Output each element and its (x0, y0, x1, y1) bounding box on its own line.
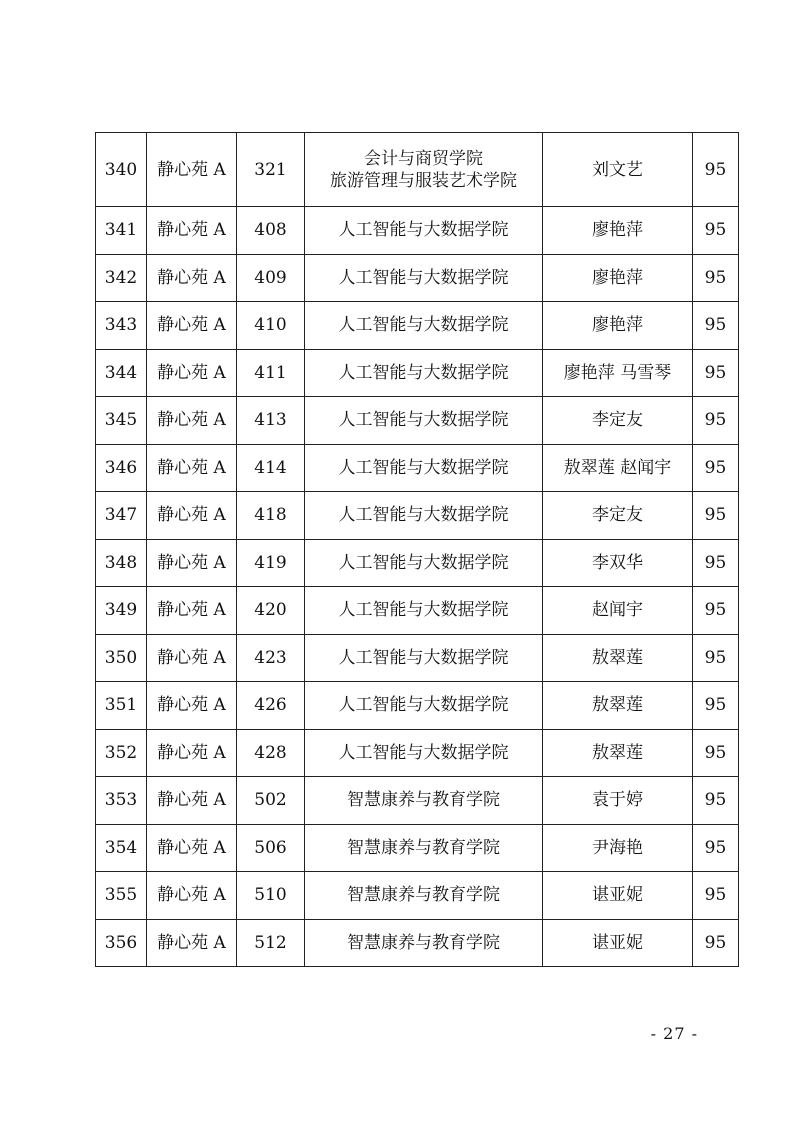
table-row (96, 254, 739, 302)
college-cell (305, 682, 543, 730)
table-row (96, 444, 739, 492)
college-name: 人工智能与大数据学院 (338, 695, 509, 716)
room-number-cell: 428 (237, 729, 305, 777)
building-cell: 静心苑 A (147, 539, 237, 587)
score-cell: 95 (693, 539, 739, 587)
staff-name-cell: 廖艳萍 (543, 254, 693, 302)
college-name: 智慧康养与教育学院 (347, 790, 500, 811)
row-number-cell: 356 (96, 919, 147, 967)
room-number-cell: 426 (237, 682, 305, 730)
college-name: 人工智能与大数据学院 (338, 742, 509, 763)
college-cell (305, 444, 543, 492)
staff-name-cell: 袁于婷 (543, 777, 693, 825)
score-cell: 95 (693, 729, 739, 777)
staff-name-cell: 赵闻宇 (543, 587, 693, 635)
staff-name-cell: 李定友 (543, 492, 693, 540)
college-cell (305, 729, 543, 777)
staff-name-cell: 敖翠莲 (543, 729, 693, 777)
room-number-cell: 409 (237, 254, 305, 302)
table-row (96, 492, 739, 540)
college-cell (305, 133, 543, 207)
score-cell: 95 (693, 919, 739, 967)
college-name: 智慧康养与教育学院 (347, 885, 500, 906)
room-number-cell: 506 (237, 824, 305, 872)
table-row (96, 919, 739, 967)
row-number-cell: 354 (96, 824, 147, 872)
table-row (96, 539, 739, 587)
college-cell (305, 777, 543, 825)
building-cell: 静心苑 A (147, 587, 237, 635)
college-cell (305, 824, 543, 872)
college-name: 人工智能与大数据学院 (338, 410, 509, 431)
row-number-cell: 346 (96, 444, 147, 492)
score-cell: 95 (693, 302, 739, 350)
college-cell (305, 302, 543, 350)
score-cell: 95 (693, 777, 739, 825)
college-cell (305, 539, 543, 587)
staff-name-cell: 敖翠莲 (543, 634, 693, 682)
table-row (96, 872, 739, 920)
room-number-cell: 420 (237, 587, 305, 635)
staff-name-cell: 谌亚妮 (543, 872, 693, 920)
college-name: 人工智能与大数据学院 (338, 600, 509, 621)
table-row (96, 824, 739, 872)
college-name: 人工智能与大数据学院 (338, 552, 509, 573)
college-name: 人工智能与大数据学院 (338, 267, 509, 288)
college-name: 人工智能与大数据学院 (338, 457, 509, 478)
building-cell: 静心苑 A (147, 872, 237, 920)
staff-name-cell: 尹海艳 (543, 824, 693, 872)
table-row (96, 349, 739, 397)
college-cell (305, 349, 543, 397)
room-number-cell: 410 (237, 302, 305, 350)
row-number-cell: 341 (96, 207, 147, 255)
college-cell (305, 397, 543, 445)
college-cell (305, 207, 543, 255)
row-number-cell: 352 (96, 729, 147, 777)
score-cell: 95 (693, 872, 739, 920)
college-name: 人工智能与大数据学院 (338, 362, 509, 383)
table-row (96, 729, 739, 777)
building-cell: 静心苑 A (147, 302, 237, 350)
table-row (96, 302, 739, 350)
score-cell: 95 (693, 254, 739, 302)
room-number-cell: 510 (237, 872, 305, 920)
score-cell: 95 (693, 824, 739, 872)
room-number-cell: 414 (237, 444, 305, 492)
table-body (96, 133, 739, 967)
building-cell: 静心苑 A (147, 133, 237, 207)
staff-name-cell: 李双华 (543, 539, 693, 587)
college-cell (305, 492, 543, 540)
room-number-cell: 418 (237, 492, 305, 540)
college-name: 智慧康养与教育学院 (347, 837, 500, 858)
college-cell (305, 254, 543, 302)
college-name: 人工智能与大数据学院 (338, 220, 509, 241)
building-cell: 静心苑 A (147, 397, 237, 445)
building-cell: 静心苑 A (147, 729, 237, 777)
college-name: 智慧康养与教育学院 (347, 932, 500, 953)
row-number-cell: 350 (96, 634, 147, 682)
row-number-cell: 355 (96, 872, 147, 920)
row-number-cell: 348 (96, 539, 147, 587)
building-cell: 静心苑 A (147, 444, 237, 492)
table-row (96, 587, 739, 635)
table-row (96, 682, 739, 730)
building-cell: 静心苑 A (147, 254, 237, 302)
row-number-cell: 353 (96, 777, 147, 825)
row-number-cell: 343 (96, 302, 147, 350)
page-number: - 27 - (650, 1024, 698, 1043)
staff-name-cell: 刘文艺 (543, 133, 693, 207)
room-number-cell: 423 (237, 634, 305, 682)
row-number-cell: 342 (96, 254, 147, 302)
room-number-cell: 502 (237, 777, 305, 825)
row-number-cell: 340 (96, 133, 147, 207)
score-cell: 95 (693, 349, 739, 397)
row-number-cell: 345 (96, 397, 147, 445)
building-cell: 静心苑 A (147, 777, 237, 825)
row-number-cell: 351 (96, 682, 147, 730)
college-cell (305, 919, 543, 967)
score-cell: 95 (693, 207, 739, 255)
college-cell (305, 587, 543, 635)
college-name: 人工智能与大数据学院 (338, 315, 509, 336)
row-number-cell: 344 (96, 349, 147, 397)
college-name: 人工智能与大数据学院 (338, 505, 509, 526)
staff-name-cell: 廖艳萍 (543, 207, 693, 255)
score-cell: 95 (693, 587, 739, 635)
college-name: 会计与商贸学院 (364, 148, 483, 169)
college-name: 人工智能与大数据学院 (338, 647, 509, 668)
score-cell: 95 (693, 682, 739, 730)
table-row (96, 777, 739, 825)
score-cell: 95 (693, 397, 739, 445)
score-cell: 95 (693, 492, 739, 540)
table-row (96, 133, 739, 207)
table-row (96, 207, 739, 255)
score-cell: 95 (693, 133, 739, 207)
building-cell: 静心苑 A (147, 919, 237, 967)
building-cell: 静心苑 A (147, 634, 237, 682)
building-cell: 静心苑 A (147, 682, 237, 730)
room-number-cell: 419 (237, 539, 305, 587)
room-number-cell: 321 (237, 133, 305, 207)
staff-name-cell: 敖翠莲 赵闻宇 (543, 444, 693, 492)
staff-name-cell: 敖翠莲 (543, 682, 693, 730)
row-number-cell: 349 (96, 587, 147, 635)
row-number-cell: 347 (96, 492, 147, 540)
room-number-cell: 413 (237, 397, 305, 445)
table-row (96, 634, 739, 682)
staff-name-cell: 谌亚妮 (543, 919, 693, 967)
score-cell: 95 (693, 634, 739, 682)
room-number-cell: 408 (237, 207, 305, 255)
dormitory-score-table (95, 132, 739, 967)
building-cell: 静心苑 A (147, 349, 237, 397)
staff-name-cell: 廖艳萍 (543, 302, 693, 350)
college-cell (305, 872, 543, 920)
building-cell: 静心苑 A (147, 824, 237, 872)
college-name: 旅游管理与服装艺术学院 (330, 170, 517, 191)
building-cell: 静心苑 A (147, 492, 237, 540)
room-number-cell: 512 (237, 919, 305, 967)
table-row (96, 397, 739, 445)
score-cell: 95 (693, 444, 739, 492)
building-cell: 静心苑 A (147, 207, 237, 255)
room-number-cell: 411 (237, 349, 305, 397)
staff-name-cell: 李定友 (543, 397, 693, 445)
college-cell (305, 634, 543, 682)
staff-name-cell: 廖艳萍 马雪琴 (543, 349, 693, 397)
